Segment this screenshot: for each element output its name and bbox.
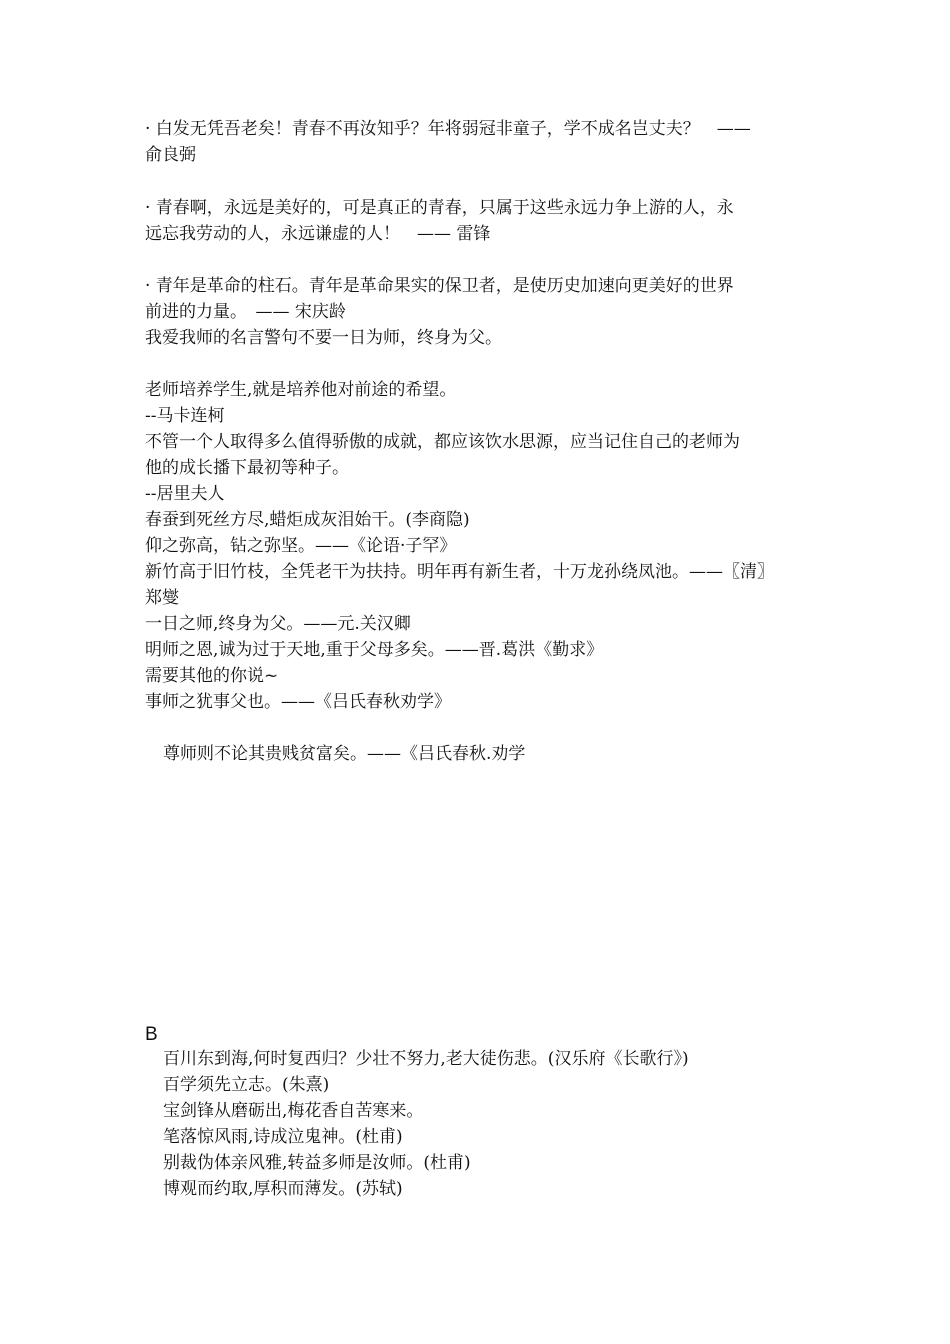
teacher-intro: 我爱我师的名言警句不要一日为师，终身为父。 <box>145 328 502 348</box>
list-item: 博观而约取,厚积而薄发。(苏轼) <box>163 1179 403 1199</box>
list-item: 别裁伪体亲风雅,转益多师是汝师。(杜甫) <box>163 1153 471 1173</box>
quote-line: 老师培养学生,就是培养他对前途的希望。 <box>145 380 457 400</box>
quote-line: · 白发无凭吾老矣！青春不再汝知乎？年将弱冠非童子，学不成名岂丈夫？ —— <box>145 119 751 139</box>
quote-line: 明师之恩,诚为过于天地,重于父母多矣。——晋.葛洪《勤求》 <box>145 640 604 660</box>
quote-line: 他的成长播下最初等种子。 <box>145 458 349 478</box>
quote-author: 郑燮 <box>145 588 179 608</box>
list-item: 笔落惊风雨,诗成泣鬼神。(杜甫) <box>163 1127 403 1147</box>
quote-line: · 青年是革命的柱石。青年是革命果实的保卫者，是使历史加速向更美好的世界 <box>145 276 734 296</box>
quote-author: --居里夫人 <box>145 484 225 504</box>
list-item: 百学须先立志。(朱熹) <box>163 1075 330 1095</box>
section-letter: B <box>145 1024 158 1045</box>
quote-line: 事师之犹事父也。——《吕氏春秋劝学》 <box>145 692 451 712</box>
quote-line: 尊师则不论其贵贱贫富矣。——《吕氏春秋.劝学 <box>163 744 526 764</box>
quote-line: 需要其他的你说~ <box>145 666 279 686</box>
quote-line: 新竹高于旧竹枝，全凭老干为扶持。明年再有新生者，十万龙孙绕凤池。——〖清〗 <box>145 562 774 582</box>
list-item: 百川东到海,何时复西归？少壮不努力,老大徒伤悲。(汉乐府《长歌行》) <box>163 1049 689 1069</box>
quote-line: 仰之弥高，钻之弥坚。——《论语·子罕》 <box>145 536 457 556</box>
quote-line: 不管一个人取得多么值得骄傲的成就，都应该饮水思源，应当记住自己的老师为 <box>145 432 740 452</box>
quote-line: 远忘我劳动的人，永远谦虚的人！ —— 雷锋 <box>145 224 491 244</box>
quote-author: 俞良弼 <box>145 145 196 165</box>
list-item: 宝剑锋从磨砺出,梅花香自苦寒来。 <box>163 1101 424 1121</box>
quote-author: --马卡连柯 <box>145 406 225 426</box>
quote-line: 前进的力量。 —— 宋庆龄 <box>145 302 346 322</box>
quote-line: 春蚕到死丝方尽,蜡炬成灰泪始干。(李商隐) <box>145 510 470 530</box>
quote-line: 一日之师,终身为父。——元.关汉卿 <box>145 614 411 634</box>
quote-line: · 青春啊，永远是美好的，可是真正的青春，只属于这些永远力争上游的人，永 <box>145 198 734 218</box>
